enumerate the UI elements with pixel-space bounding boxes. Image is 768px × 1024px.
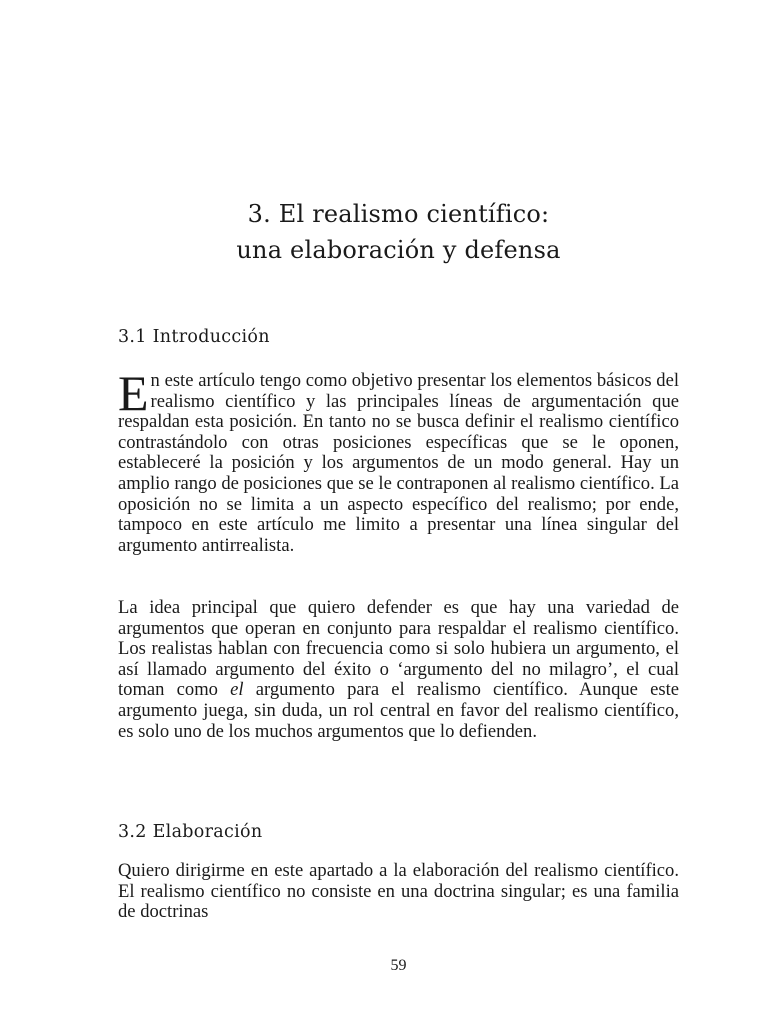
book-page [118, 0, 679, 1024]
intro-paragraph-1 [118, 365, 679, 556]
intro-paragraph-2 [118, 598, 679, 742]
section-heading-introduccion: 3.1 Introducción [118, 327, 270, 347]
chapter-title [118, 196, 679, 268]
drop-cap: E [118, 365, 149, 421]
chapter-title-line-2: una elaboración y defensa [236, 236, 561, 264]
intro-paragraph-1-text: n este artículo tengo como objetivo presentar los elementos básicos del realismo científico y las principales líneas de argumentación que respaldan esta posición. En tanto no se busca definir el realismo científico contrastándolo con otras posiciones específicas que se le oponen, estableceré la posición y los argumentos de un modo general. Hay un amplio rango de posiciones que se le contraponen al realismo científico. La oposición no se limita a un aspecto específico del realismo; por ende, tampoco en este artículo me limito a presentar una línea singular del argumento antirrealista. [118, 370, 679, 556]
intro-paragraph-2-text-b: argumento para el realismo científico. Aunque este argumento juega, sin duda, un rol central en favor del realismo científico, es solo uno de los muchos argumentos que lo defienden. [118, 679, 679, 742]
emphasis-el: el [230, 679, 244, 701]
chapter-title-line-1: 3. El realismo científico: [247, 200, 550, 228]
section-heading-elaboracion: 3.2 Elaboración [118, 822, 263, 842]
elaboracion-paragraph-1: Quiero dirigirme en este apartado a la elaboración del realismo científico. El realismo científico no consiste en una doctrina singular; es una familia de doctrinas [118, 860, 679, 923]
page-number: 59 [390, 957, 407, 974]
intro-paragraph-2-text-a: La idea principal que quiero defender es que hay una variedad de argumentos que operan en conjunto para respaldar el realismo científico. Los realistas hablan con frecuencia como si solo hubiera un argumento, el así llamado argumento del éxito o ‘argumento del no milagro’, el cual toman como [118, 597, 679, 701]
